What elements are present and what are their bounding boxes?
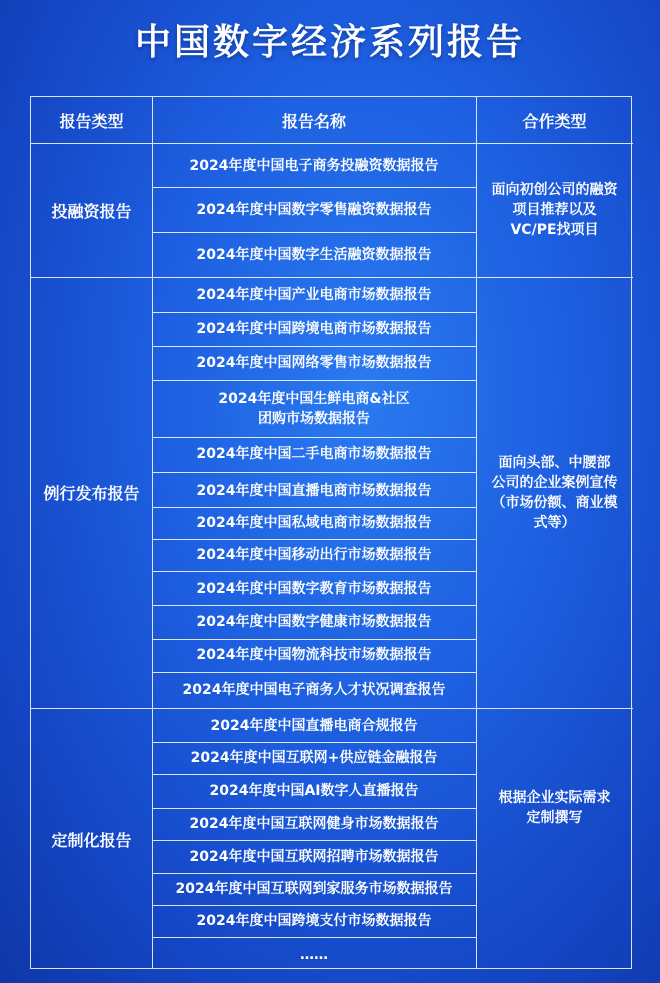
header-cooperation-type: 合作类型 [522,111,587,131]
row-divider [152,232,476,233]
report-row-ellipsis: …… [300,947,328,963]
report-row: 2024年度中国生鲜电商&社区 团购市场数据报告 [218,391,410,427]
report-row: 2024年度中国物流科技市场数据报告 [196,647,432,663]
report-row: 2024年度中国AI数字人直播报告 [209,783,419,799]
report-row: 2024年度中国数字健康市场数据报告 [196,614,432,630]
row-divider [152,187,476,188]
row-divider [152,937,476,938]
report-row: 2024年度中国移动出行市场数据报告 [196,547,432,563]
row-divider [152,840,476,841]
page-title: 中国数字经济系列报告 [134,22,525,63]
header-report-name: 报告名称 [281,111,346,131]
report-row: 2024年度中国互联网健身市场数据报告 [189,816,439,832]
report-row: 2024年度中国数字零售融资数据报告 [196,202,432,218]
row-divider [152,774,476,775]
row-divider [152,571,476,572]
report-row: 2024年度中国跨境支付市场数据报告 [196,913,432,929]
report-row: 2024年度中国二手电商市场数据报告 [196,446,432,462]
report-table [30,96,632,969]
row-divider [152,472,476,473]
row-divider [152,672,476,673]
cooperation-custom: 根据企业实际需求 定制撰写 [498,789,611,826]
report-row: 2024年度中国跨境电商市场数据报告 [196,321,432,337]
group-type-routine: 例行发布报告 [43,484,140,503]
report-row: 2024年度中国电子商务投融资数据报告 [189,158,439,174]
report-row: 2024年度中国数字生活融资数据报告 [196,247,432,263]
group-type-investment: 投融资报告 [51,201,132,221]
report-row: 2024年度中国直播电商市场数据报告 [196,483,432,499]
report-row: 2024年度中国网络零售市场数据报告 [196,355,432,371]
report-row: 2024年度中国直播电商合规报告 [210,718,418,734]
report-row: 2024年度中国电子商务人才状况调查报告 [182,682,446,698]
report-row: 2024年度中国互联网+供应链金融报告 [190,750,438,766]
header-report-type: 报告类型 [59,111,124,131]
cooperation-investment: 面向初创公司的融资 项目推荐以及 VC/PE找项目 [491,182,618,238]
report-row: 2024年度中国互联网到家服务市场数据报告 [175,881,453,897]
report-row: 2024年度中国数字教育市场数据报告 [196,581,432,597]
group-type-custom: 定制化报告 [51,830,132,850]
report-row: 2024年度中国私域电商市场数据报告 [196,515,432,531]
cooperation-routine: 面向头部、中腰部 公司的企业案例宣传 （市场份额、商业模 式等） [491,454,618,531]
report-row: 2024年度中国产业电商市场数据报告 [196,287,432,303]
report-row: 2024年度中国互联网招聘市场数据报告 [189,849,439,865]
